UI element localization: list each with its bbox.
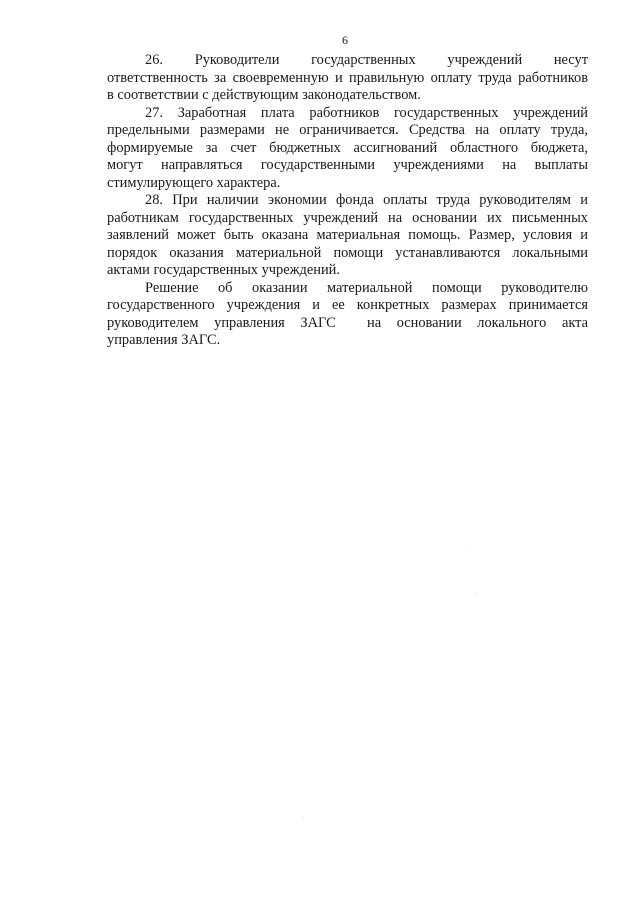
paragraph-line: могут направляться государственными учреждениями на выплаты: [107, 157, 588, 173]
paragraph-line: государственного учреждения и ее конкретных размерах принимается: [107, 297, 588, 313]
paragraph-line: ответственность за своевременную и правильную оплату труда работников: [107, 69, 588, 86]
paragraph-line: управления ЗАГС.: [107, 332, 221, 348]
paragraph-28: [107, 192, 588, 280]
paragraph-line: руководителем управления ЗАГС на основании локального акта: [107, 314, 588, 331]
paragraph-line: Решение об оказании материальной помощи руководителю: [145, 279, 588, 296]
scan-speck: [466, 546, 467, 547]
page-number: 6: [342, 33, 348, 47]
paragraph-line: 26. Руководители государственных учреждений несут: [145, 52, 588, 68]
paragraph-line: работникам государственных учреждений на основании их письменных: [107, 209, 588, 226]
paragraph-27: [107, 105, 588, 193]
paragraph-line: предельными размерами не ограничивается. Средства на оплату труда,: [107, 122, 588, 138]
paragraph-line: порядок оказания материальной помощи устанавливаются локальными: [107, 244, 588, 261]
paragraph-26: [107, 52, 588, 105]
paragraph-decision: [107, 280, 588, 350]
paragraph-line: в соответствии с действующим законодательством.: [107, 87, 421, 103]
paragraph-line: актами государственных учреждений.: [107, 262, 340, 278]
scan-speck: [476, 592, 477, 593]
document-body: [107, 52, 588, 350]
paragraph-line: формируемые за счет бюджетных ассигнований областного бюджета,: [107, 139, 588, 156]
scan-speck: [303, 818, 304, 819]
paragraph-line: 28. При наличии экономии фонда оплаты труда руководителям и: [145, 192, 588, 208]
paragraph-line: стимулирующего характера.: [107, 174, 281, 191]
paragraph-line: 27. Заработная плата работников государственных учреждений: [145, 104, 588, 121]
paragraph-line: заявлений может быть оказана материальная помощь. Размер, условия и: [107, 227, 588, 243]
